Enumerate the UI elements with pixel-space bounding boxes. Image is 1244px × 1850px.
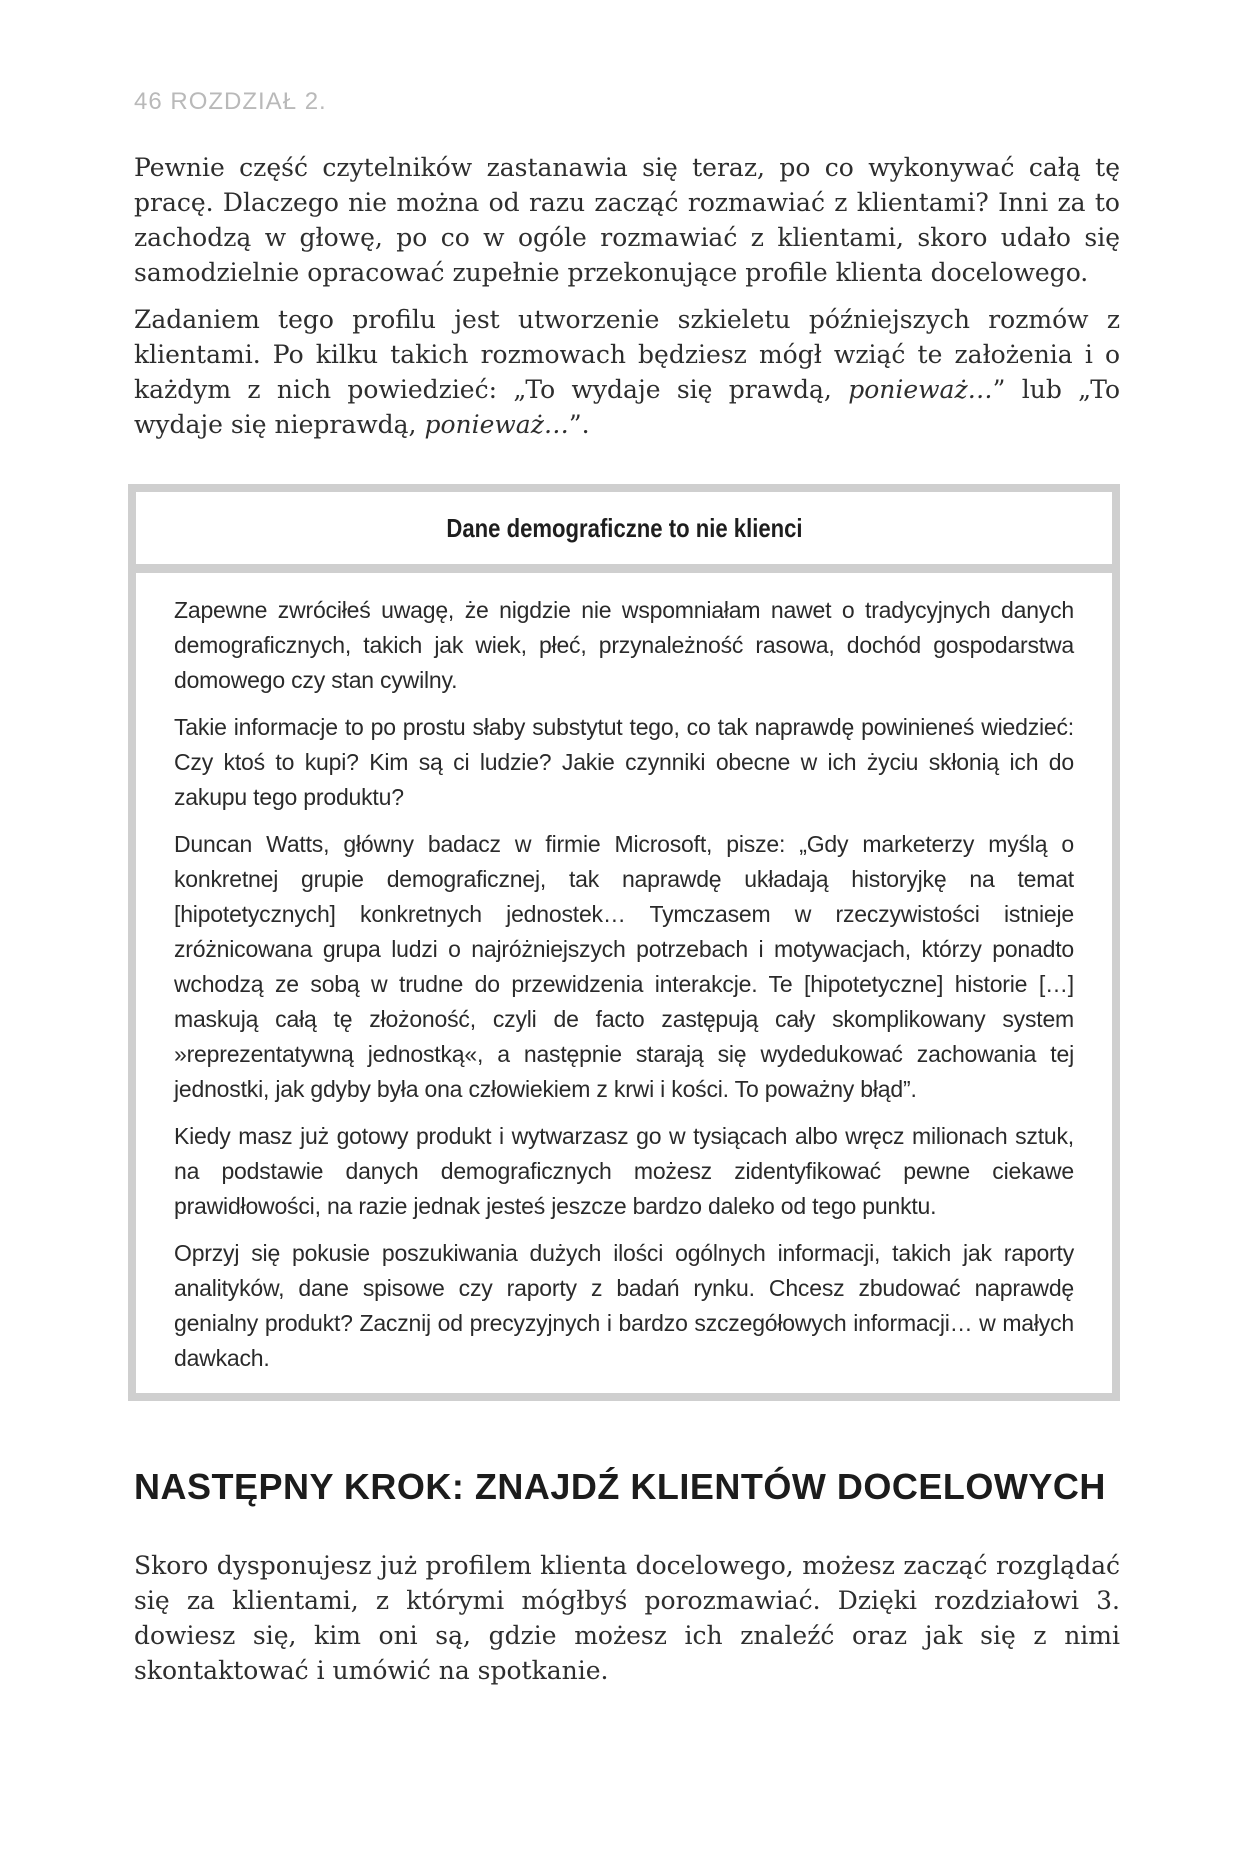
intro-paragraph-2-emphasis-1: ponieważ…: [848, 375, 993, 404]
intro-text: [134, 150, 1120, 442]
sidebar-title: Dane demograficzne to nie klienci: [445, 512, 803, 543]
sidebar-body: [136, 573, 1112, 1376]
running-head: 46 ROZDZIAŁ 2.: [134, 88, 327, 115]
intro-paragraph-2-emphasis-2: ponieważ…: [424, 410, 569, 439]
intro-paragraph-2-part-3: ”.: [568, 410, 590, 439]
intro-paragraph-2-part-2: ” lub „To wydaje się nieprawdą,: [134, 375, 1120, 439]
section-heading: NASTĘPNY KROK: ZNAJDŹ KLIENTÓW DOCELOWYCH: [134, 1466, 1106, 1507]
section-text: [134, 1548, 1120, 1688]
sidebar-inner: [136, 492, 1112, 1393]
intro-paragraph-1: Pewnie część czytelników zastanawia się teraz, po co wykonywać całą tę pracę. Dlaczego nie można od razu zacząć rozmawiać z klientami? Inni za to zachodzą w głowę, po co w ogóle rozmawiać z klientami, skoro udało się samodzielnie opracować zupełnie przekonujące profile klienta docelowego.: [134, 153, 1120, 287]
section-paragraph: Skoro dysponujesz już profilem klienta docelowego, możesz zacząć rozglądać się za klientami, z którymi mógłbyś porozmawiać. Dzięki rozdziałowi 3. dowiesz się, kim oni są, gdzie możesz ich znaleźć oraz jak się z nimi skontaktować i umówić na spotkanie.: [134, 1551, 1120, 1685]
sidebar-paragraph: Duncan Watts, główny badacz w firmie Microsoft, pisze: „Gdy marketerzy myślą o konkretnej grupie demograficznej, tak naprawdę układają historyjkę na temat [hipotetycznych] konkretnych jednostek… Tymczasem w rzeczywistości istnieje zróżnicowana grupa ludzi o najróżniejszych potrzebach i motywacjach, którzy ponadto wchodzą ze sobą w trudne do przewidzenia interakcje. Te [hipotetyczne] historie […] maskują całą tę złożoność, czyli de facto zastępują cały skomplikowany system »reprezentatywną jednostką«, a następnie starają się wydedukować zachowania tej jednostki, jak gdyby była ona człowiekiem z krwi i kości. To poważny błąd”.: [174, 831, 1074, 1102]
sidebar-paragraph: Kiedy masz już gotowy produkt i wytwarzasz go w tysiącach albo wręcz milionach sztuk, na podstawie danych demograficznych możesz zidentyfikować pewne ciekawe prawidłowości, na razie jednak jesteś jeszcze bardzo daleko od tego punktu.: [174, 1123, 1074, 1219]
intro-paragraph-2-part-1: Zadaniem tego profilu jest utworzenie szkieletu późniejszych rozmów z klientami. Po kilku takich rozmowach będziesz mógł wziąć te założenia i o każdym z nich powiedzieć: „To wydaje się prawdą,: [134, 305, 1120, 404]
sidebar-paragraph: Oprzyj się pokusie poszukiwania dużych ilości ogólnych informacji, takich jak raporty analityków, dane spisowe czy raporty z badań rynku. Chcesz zbudować naprawdę genialny produkt? Zacznij od precyzyjnych i bardzo szczegółowych informacji… w małych dawkach.: [174, 1240, 1074, 1371]
sidebar-paragraph: Zapewne zwróciłeś uwagę, że nigdzie nie wspomniałam nawet o tradycyjnych danych demograficznych, takich jak wiek, płeć, przynależność rasowa, dochód gospodarstwa domowego czy stan cywilny.: [174, 597, 1074, 693]
sidebar-title-box: [136, 492, 1112, 573]
sidebar-paragraph: Takie informacje to po prostu słaby substytut tego, co tak naprawdę powinieneś wiedzieć: Czy ktoś to kupi? Kim są ci ludzie? Jakie czynniki obecne w ich życiu skłonią ich do zakupu tego produktu?: [174, 714, 1074, 810]
intro-paragraph-2: [134, 302, 1120, 442]
sidebar-box: [128, 484, 1120, 1401]
